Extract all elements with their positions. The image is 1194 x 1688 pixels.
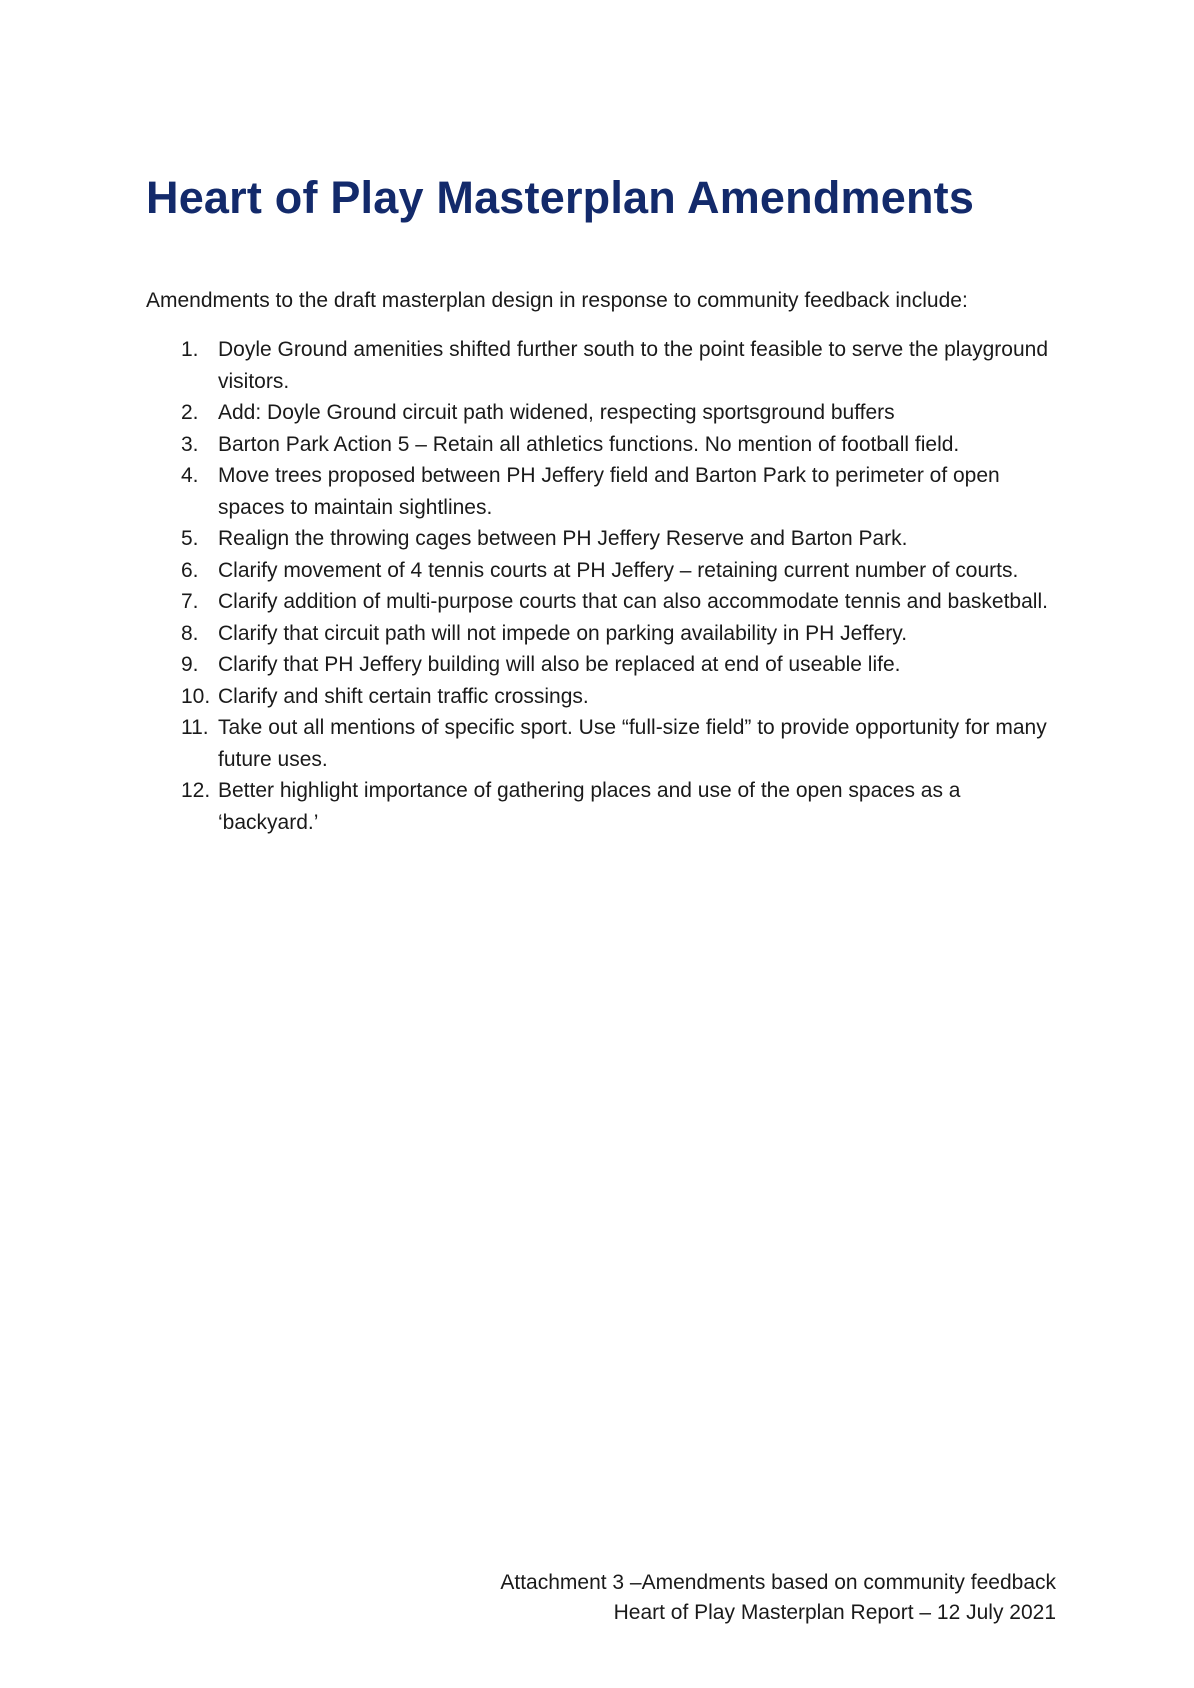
list-item-number: 5. bbox=[181, 527, 199, 550]
footer-report-line: Heart of Play Masterplan Report – 12 July 2021 bbox=[613, 1601, 1056, 1624]
list-item bbox=[146, 618, 1066, 650]
list-item-text: Doyle Ground amenities shifted further south to the point feasible to serve the playground visitors. bbox=[218, 338, 1048, 393]
list-item-text: Clarify addition of multi-purpose courts that can also accommodate tennis and basketball. bbox=[218, 590, 1048, 613]
list-item-text: Take out all mentions of specific sport. Use “full-size field” to provide opportunity for many future uses. bbox=[218, 716, 1047, 771]
list-item bbox=[146, 397, 1066, 429]
list-item-text: Add: Doyle Ground circuit path widened, respecting sportsground buffers bbox=[218, 401, 895, 424]
list-item bbox=[146, 429, 1066, 461]
list-item bbox=[146, 460, 1066, 523]
list-item bbox=[146, 681, 1066, 713]
list-item-number: 3. bbox=[181, 432, 199, 456]
list-item-text: Clarify and shift certain traffic crossings. bbox=[218, 684, 589, 708]
list-item-text: Clarify movement of 4 tennis courts at PH Jeffery – retaining current number of courts. bbox=[218, 558, 1019, 582]
list-item-number: 7. bbox=[181, 590, 199, 613]
list-item-number: 4. bbox=[181, 464, 199, 487]
list-item bbox=[146, 649, 1066, 681]
list-item-text: Better highlight importance of gathering places and use of the open spaces as a ‘backyard.’ bbox=[218, 779, 961, 834]
list-item-number: 2. bbox=[181, 401, 199, 424]
list-item-number: 8. bbox=[181, 621, 199, 645]
list-item bbox=[146, 523, 1066, 555]
list-item bbox=[146, 334, 1066, 397]
list-item-number: 9. bbox=[181, 653, 199, 676]
list-item-text: Clarify that circuit path will not impede on parking availability in PH Jeffery. bbox=[218, 621, 908, 645]
list-item bbox=[146, 775, 1066, 838]
page-title: Heart of Play Masterplan Amendments bbox=[146, 172, 975, 223]
list-item-number: 11. bbox=[181, 716, 209, 739]
list-item-text: Realign the throwing cages between PH Jeffery Reserve and Barton Park. bbox=[218, 527, 908, 550]
list-item-number: 10. bbox=[181, 684, 211, 708]
page-footer bbox=[500, 1568, 1056, 1628]
list-item bbox=[146, 712, 1066, 775]
list-item-number: 12. bbox=[181, 779, 211, 802]
list-item-number: 1. bbox=[181, 338, 199, 361]
list-item-number: 6. bbox=[181, 558, 199, 582]
list-item bbox=[146, 586, 1066, 618]
list-item-text: Barton Park Action 5 – Retain all athletics functions. No mention of football field. bbox=[218, 432, 960, 456]
list-item-text: Move trees proposed between PH Jeffery field and Barton Park to perimeter of open spaces to maintain sightlines. bbox=[218, 464, 1000, 519]
amendments-list bbox=[146, 334, 1066, 838]
list-item-text: Clarify that PH Jeffery building will also be replaced at end of useable life. bbox=[218, 653, 901, 676]
footer-attachment-line: Attachment 3 –Amendments based on community feedback bbox=[500, 1571, 1056, 1594]
list-item bbox=[146, 555, 1066, 587]
intro-paragraph: Amendments to the draft masterplan design in response to community feedback include: bbox=[146, 289, 968, 312]
